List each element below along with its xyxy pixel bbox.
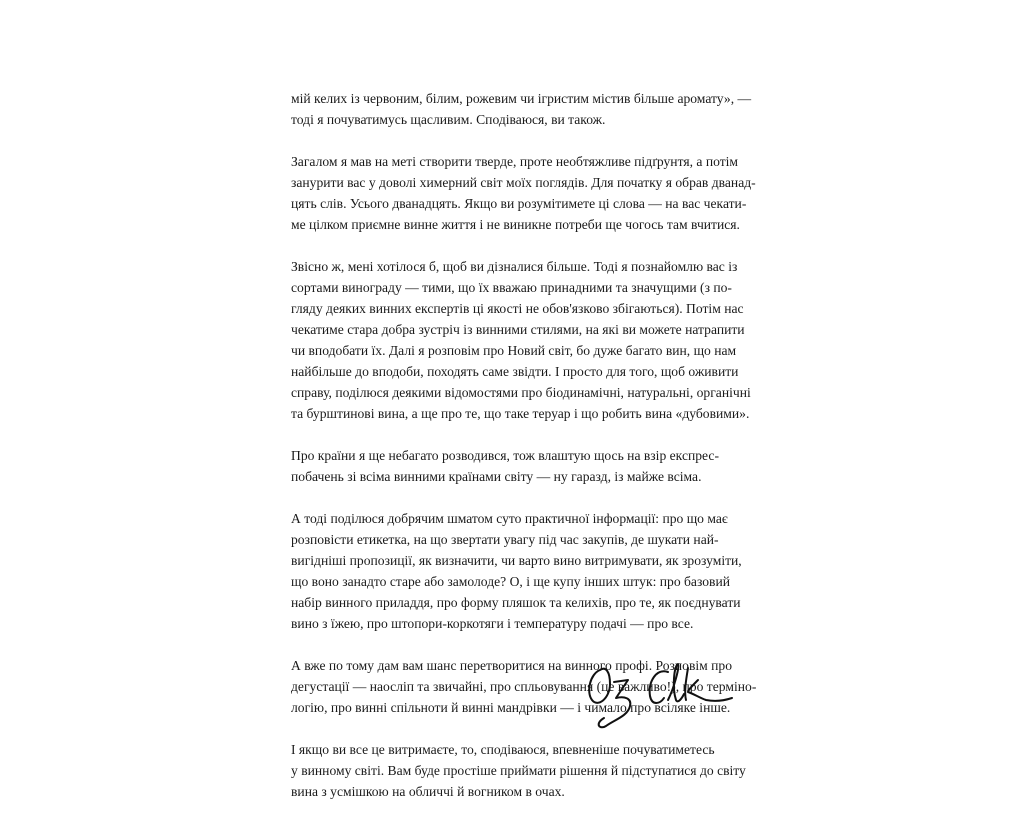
- text-line: А вже по тому дам вам шанс перетворитися на винного профі. Розповім про: [291, 658, 733, 673]
- text-line: вигідніші пропозиції, як визначити, чи варто вино витримувати, як зрозуміти,: [291, 553, 742, 568]
- text-line: що воно занадто старе або замолоде? О, і ще купу інших штук: про базовий: [291, 574, 731, 589]
- text-line: набір винного приладдя, про форму пляшок та келихів, про те, як поєднувати: [291, 595, 741, 610]
- text-line: занурити вас у доволі химерний світ моїх поглядів. Для початку я обрав дванад-: [291, 175, 756, 190]
- text-line: мій келих із червоним, білим, рожевим чи ігристим містив більше аромату», —: [291, 91, 752, 106]
- text-line: чи вподобати їх. Далі я розповім про Новий світ, бо дуже багато вин, що нам: [291, 343, 737, 358]
- paragraph-1: [291, 88, 752, 130]
- text-line: А тоді поділюся добрячим шматом суто практичної інформації: про що має: [291, 511, 728, 526]
- text-line: дегустації — наосліп та звичайні, про спльовування (це важливо!), про терміно-: [291, 679, 757, 694]
- text-line: сортами винограду — тими, що їх вважаю принадними та значущими (з по-: [291, 280, 732, 295]
- text-line: Про країни я ще небагато розводився, тож влаштую щось на взір експрес-: [291, 448, 719, 463]
- text-line: вино з їжею, про штопори-коркотяги і температуру подачі — про все.: [291, 616, 694, 631]
- text-line: найбільше до вподоби, походять саме звідти. І просто для того, щоб оживити: [291, 364, 739, 379]
- text-line: та бурштинові вина, а ще про те, що таке теруар і що робить вина «дубовими».: [291, 406, 750, 421]
- text-line: тоді я почуватимусь щасливим. Сподіваюся, ви також.: [291, 112, 606, 127]
- text-line: справу, поділюся деякими відомостями про біодинамічні, натуральні, органічні: [291, 385, 751, 400]
- text-line: Загалом я мав на меті створити тверде, проте необтяжливе підґрунтя, а потім: [291, 154, 739, 169]
- text-line: у винному світі. Вам буде простіше приймати рішення й підступатися до світу: [291, 763, 746, 778]
- text-line: І якщо ви все це витримаєте, то, сподіваюся, впевненіше почуватиметесь: [291, 742, 715, 757]
- paragraph-5: [291, 508, 742, 634]
- text-line: побачень зі всіма винними країнами світу — ну гаразд, із майже всіма.: [291, 469, 702, 484]
- text-line: чекатиме стара добра зустріч із винними стилями, на які ви можете натрапити: [291, 322, 745, 337]
- text-line: ме цілком приємне винне життя і не виникне потреби ще чогось там вчитися.: [291, 217, 740, 232]
- text-line: гляду деяких винних експертів ці якості не обов'язково збігаються). Потім нас: [291, 301, 744, 316]
- text-line: вина з усмішкою на обличчі й вогником в очах.: [291, 784, 565, 799]
- text-line: розповісти етикетка, на що звертати увагу під час закупів, де шукати най-: [291, 532, 719, 547]
- text-line: Звісно ж, мені хотілося б, щоб ви дізналися більше. Тоді я познайомлю вас із: [291, 259, 738, 274]
- signature-drawing: [584, 658, 734, 730]
- paragraph-3: [291, 256, 751, 424]
- text-line: логію, про винні спільноти й винні мандрівки — і чимало про всіляке інше.: [291, 700, 731, 715]
- paragraph-4: [291, 445, 731, 487]
- paragraph-7: [291, 739, 746, 802]
- author-signature: [584, 658, 734, 730]
- text-line: цять слів. Усього дванадцять. Якщо ви розумітимете ці слова — на вас чекати-: [291, 196, 747, 211]
- paragraph-2: [291, 151, 756, 235]
